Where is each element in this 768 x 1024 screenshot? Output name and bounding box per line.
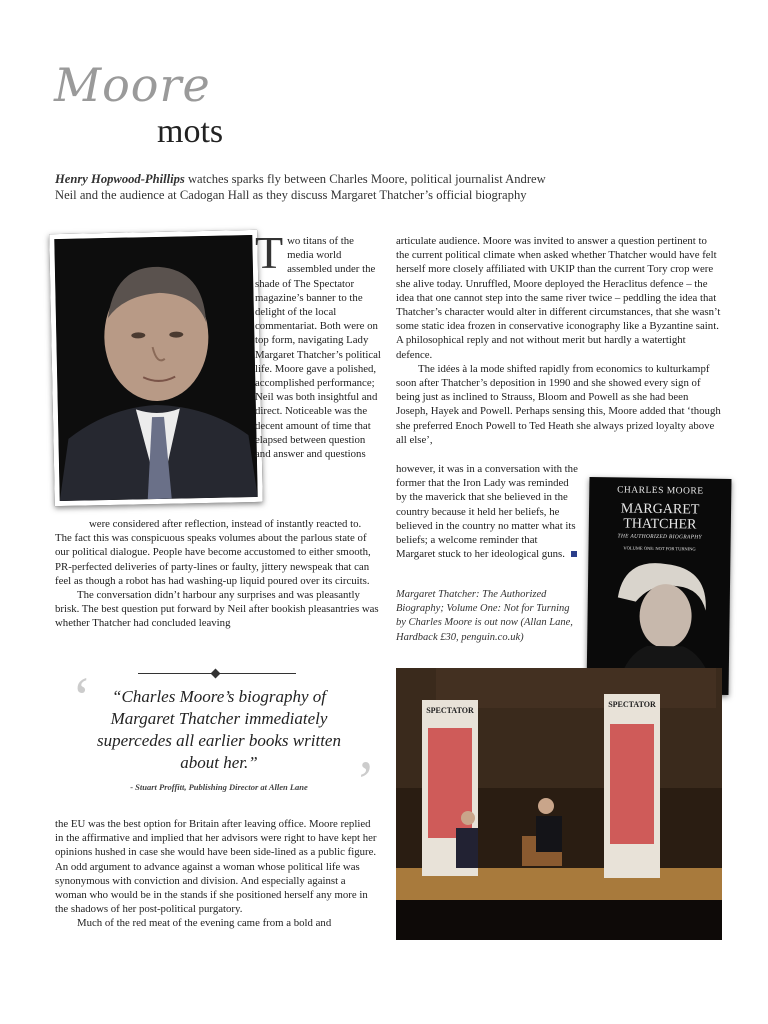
article-column-left-upper [55,517,380,631]
article-column-left-lower [55,817,380,931]
article-intro-column [255,227,382,461]
paragraph: The conversation didn’t harbour any surprises and was pleasantly brisk. The best question put forward by Neil after bookish pleasantries was whether Thatcher had concluded leaving [55,589,379,630]
book-cover-image [586,477,731,695]
page-title: mots [157,113,224,150]
paragraph: were considered after reflection, instead of instantly reacted to. The fact this was conspicuous speaks volumes about the parlous state of our political dialogue. People have become accustomed to either smooth, PR-perfected deliveries of party-lines or faulty, jittery newspeak that can feel as though a robot has had washing-up liquid poured over its circuits. [55,518,371,587]
standfirst [55,171,555,203]
spectator-banner-left: SPECTATOR [426,706,474,715]
author-byline: Henry Hopwood-Phillips [55,172,185,186]
paragraph: Much of the red meat of the evening came from a bold and [77,917,332,930]
pull-quote-attribution: - Stuart Proffitt, Publishing Director at Allen Lane [130,782,308,792]
charles-moore-photo [49,230,263,506]
title-script: Moore [54,58,211,112]
paragraph: however, it was in a conversation with the former that the Iron Lady was reminded by the maverick that she believed in the country because it held her beliefs, he believed in the country no matter what its beliefs; a welcome reminder that Margaret stuck to her ideological guns. [396,463,578,561]
open-quote-mark: ‘ [72,665,92,730]
book-title-line2: THATCHER [623,516,697,533]
book-title-line1: MARGARET [620,501,700,518]
pull-quote-text: “Charles Moore’s biography of Margaret Thatcher immediately supercedes all earlier books written about her.” [97,687,341,772]
standfirst-text: watches sparks fly between Charles Moore, political journalist Andrew Neil and the audience at Cadogan Hall as they discuss Margaret Thatcher’s official biography [55,172,546,202]
drop-cap: T [255,227,284,278]
paragraph: articulate audience. Moore was invited to answer a question pertinent to the current political climate when asked whether Thatcher would have felt herself more closely affiliated with UKIP than the current Tory crop were she alive today. Unruffled, Moore deployed the Heraclitus defence – the idea that one cannot step into the same river twice – peddling the idea that Thatcher’s character would alter in different circumstances, that she wasn’t some static idea frozen in conservative iconography like a Byzantine saint. A philosophical reply and not without merit but hardly a watertight defence. [396,235,721,361]
close-quote-mark: ’ [356,749,376,814]
article-column-right-narrow [396,462,578,561]
book-author: CHARLES MOORE [617,485,704,497]
stage-event-photo [396,668,722,940]
book-caption: Margaret Thatcher: The Authorized Biography; Volume One: Not for Turning by Charles Moore is out now (Allan Lane, Hardback £30, penguin.co.uk) [396,589,573,643]
end-mark-icon [571,551,577,557]
article-column-right [396,234,721,447]
book-volume: VOLUME ONE: NOT FOR TURNING [623,545,696,552]
article-intro-text: wo titans of the media world assembled under the shade of The Spectator magazine’s banner to the delight of the local commentariat. Both were on top form, navigating Lady Margaret Thatcher’s political life. Moore gave a polished, accomplished performance; Neil was both insightful and direct. Noticeable was the decent amount of time that elapsed between question and answer and questions [255,235,381,461]
paragraph: the EU was the best option for Britain after leaving office. Moore replied in the affirmative and implied that her advisors were right to have kept her opinions hushed in case she would have been side-lined as a public figure. An odd argument to advance against a woman whose political life was synonymous with conviction and division. And especially against a woman who would be in the stands if she positioned herself any more in the shadows of her post-political purgatory. [55,818,377,916]
pull-quote [86,686,352,792]
spectator-banner-right: SPECTATOR [608,700,656,709]
book-subtitle: THE AUTHORIZED BIOGRAPHY [617,533,702,541]
quote-divider-ornament [211,669,221,679]
paragraph: The idées à la mode shifted rapidly from economics to kulturkampf soon after Thatcher’s deposition in 1990 and she showed every sign of being just as inclined to Strauss, Bloom and Powell as she had been Joseph, Hayek and Powell. Perhaps sensing this, Moore added that ‘though she preferred Enoch Powell to Ted Heath she always prized loyalty above all else’, [396,362,721,446]
